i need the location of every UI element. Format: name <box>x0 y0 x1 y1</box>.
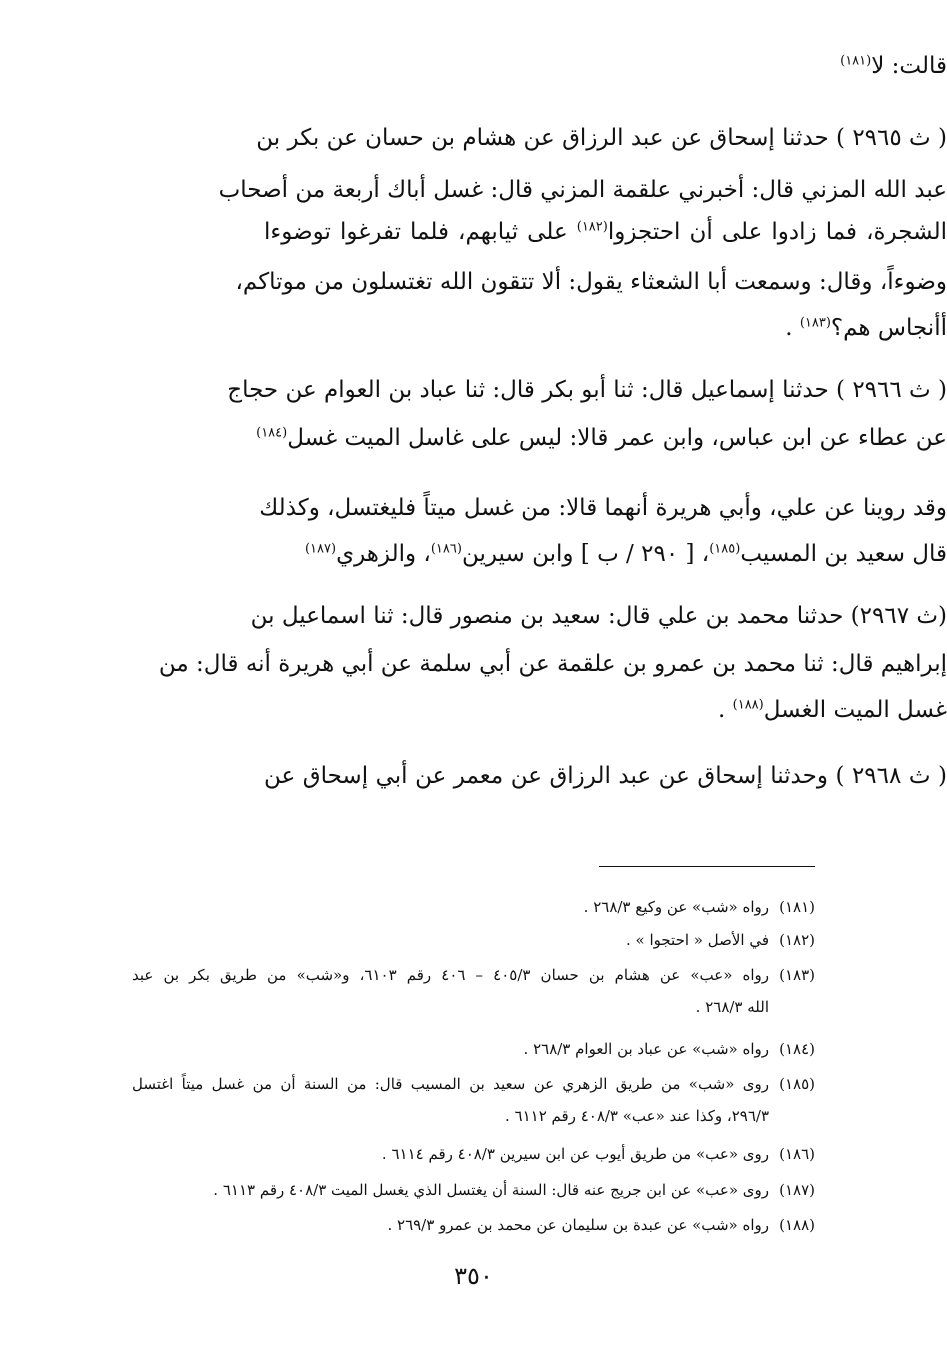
footnote-181: (١٨١)رواه «شب» عن وكيع ٢٦٨/٣ . <box>583 898 815 916</box>
text-line-13: غسل الميت الغسل$^{(١٨٨)}$ . <box>718 697 947 723</box>
footnote-182: (١٨٢)في الأصل « احتجوا » . <box>625 931 815 949</box>
footnote-185: (١٨٥)روى «شب» من طريق الزهري عن سعيد بن المسيب قال: من السنة أن من غسل ميتاً اغتسل <box>132 1075 815 1093</box>
text-line-9: وقد روينا عن علي، وأبي هريرة أنهما قالا: من غسل ميتاً فليغتسل، وكذلك <box>259 495 947 521</box>
text-line-4: الشجرة، فما زادوا على أن احتجزوا$^{(١٨٢)}$ على ثيابهم، فلما تفرغوا توضوءا <box>264 219 947 245</box>
footnote-187: (١٨٧)روى «عب» عن ابن جريج عنه قال: السنة أن يغتسل الذي يغسل الميت ٤٠٨/٣ رقم ٦١١٣ . <box>213 1181 815 1199</box>
text-line-14: ( ث ٢٩٦٨ ) وحدثنا إسحاق عن عبد الرزاق عن معمر عن أبي إسحاق عن <box>264 763 947 789</box>
text-line-7: ( ث ٢٩٦٦ ) حدثنا إسماعيل قال: ثنا أبو بكر قال: ثنا عباد بن العوام عن حجاج <box>227 377 947 403</box>
footnote-185-continued: ٢٩٦/٣، وكذا عند «عب» ٤٠٨/٣ رقم ٦١١٢ . <box>504 1107 769 1125</box>
footnote-188: (١٨٨)رواه «شب» عن عبدة بن سليمان عن محمد بن عمرو ٢٦٩/٣ . <box>387 1216 815 1234</box>
text-line-5: وضوءاً، وقال: وسمعت أبا الشعثاء يقول: ألا تتقون الله تغتسلون من موتاكم، <box>235 269 947 295</box>
text-line-12: إبراهيم قال: ثنا محمد بن عمرو بن علقمة عن أبي سلمة عن أبي هريرة أنه قال: من <box>158 651 947 677</box>
text-line-2: ( ث ٢٩٦٥ ) حدثنا إسحاق عن عبد الرزاق عن هشام بن حسان عن بكر بن <box>256 125 947 151</box>
text-line-10: قال سعيد بن المسيب$^{(١٨٥)}$، [ ٢٩٠ / ب ] وابن سيرين$^{(١٨٦)}$، والزهري$^{(١٨٧)}$ <box>304 541 947 567</box>
footnote-186: (١٨٦)روى «عب» من طريق أيوب عن ابن سيرين ٤٠٨/٣ رقم ٦١١٤ . <box>381 1145 815 1163</box>
footnote-separator <box>599 866 815 867</box>
page-number: ٣٥٠ <box>454 1262 493 1290</box>
text-line-8: عن عطاء عن ابن عباس، وابن عمر قالا: ليس على غاسل الميت غسل$^{(١٨٤)}$ <box>256 425 947 451</box>
text-line-6: أأنجاس هم؟$^{(١٨٣)}$ . <box>785 315 947 341</box>
text-line-3: عبد الله المزني قال: أخبرني علقمة المزني قال: غسل أباك أربعة من أصحاب <box>218 177 947 203</box>
text-line-1: قالت: لا$^{(١٨١)}$ <box>840 53 947 79</box>
text-line-11: (ث ٢٩٦٧) حدثنا محمد بن علي قال: سعيد بن منصور قال: ثنا اسماعيل بن <box>250 603 947 629</box>
footnote-183: (١٨٣)رواه «عب» عن هشام بن حسان ٤٠٥/٣ – ٤٠٦ رقم ٦١٠٣، و«شب» من طريق بكر بن عبد <box>132 966 815 984</box>
footnote-183-continued: الله ٢٦٨/٣ . <box>695 998 769 1016</box>
footnote-184: (١٨٤)رواه «شب» عن عباد بن العوام ٢٦٨/٣ . <box>523 1040 815 1058</box>
